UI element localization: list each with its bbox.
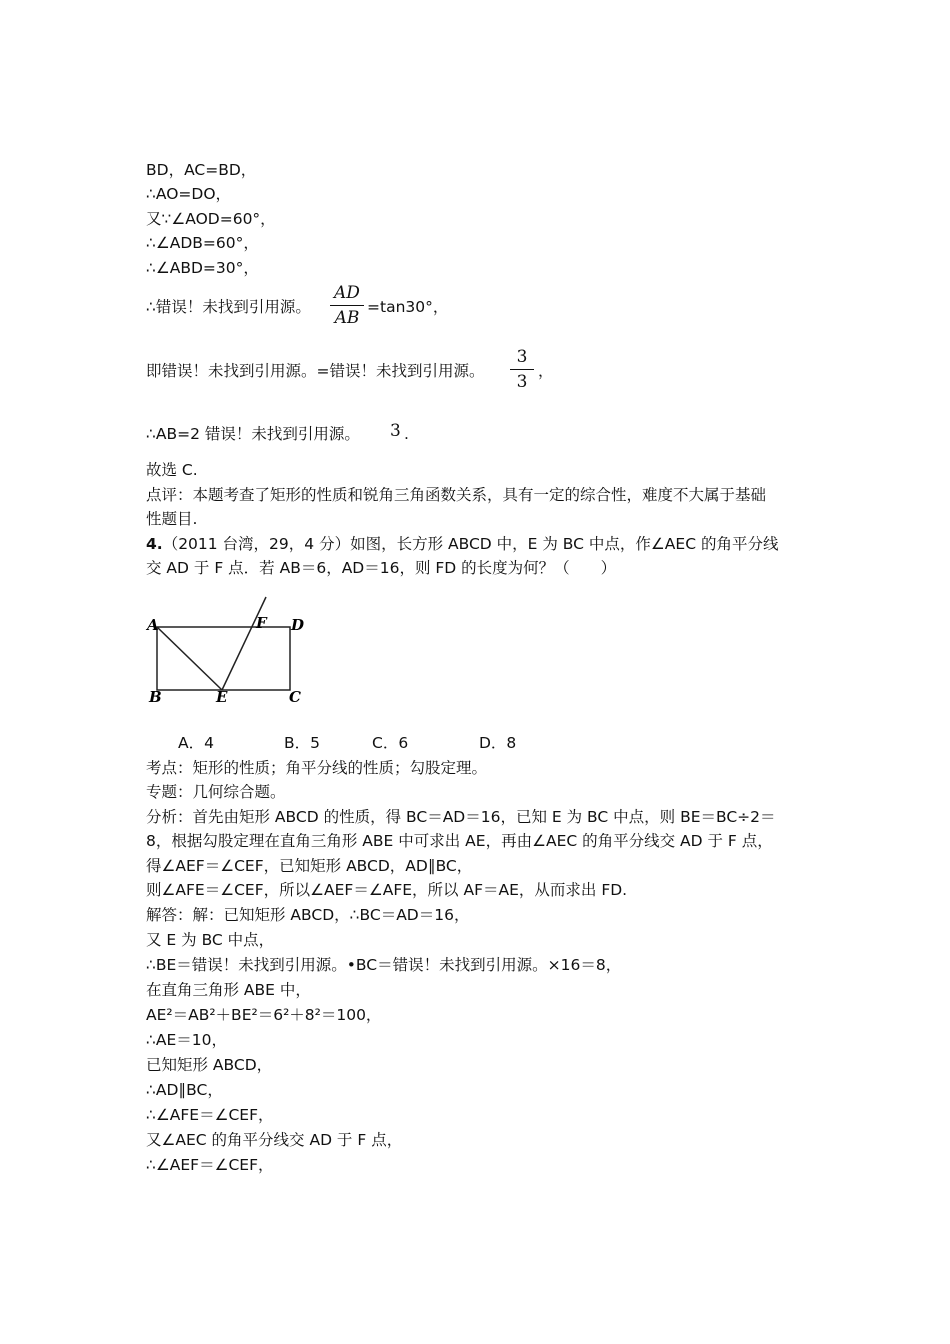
analysis-line: 得∠AEF＝∠CEF，已知矩形 ABCD，AD∥BC， (146, 857, 473, 875)
fraction-3-3 (510, 346, 534, 393)
label-b: B (149, 688, 162, 706)
text-line: ∴∠ABD=30°， (146, 259, 259, 277)
bisector-ef (222, 597, 266, 690)
label-f: F (256, 614, 267, 632)
text-line: ∴∠ADB=60°， (146, 234, 259, 252)
option-d: D．8 (479, 734, 517, 752)
text-line: 故选 C. (146, 461, 198, 479)
solution-line: 又 E 为 BC 中点， (146, 931, 275, 949)
fraction-ad-ab (330, 282, 364, 329)
text-line: ∴AB=2 错误！未找到引用源。 (146, 425, 360, 443)
option-c: C．6 (372, 734, 409, 752)
question-line: 交 AD 于 F 点．若 AB＝6，AD＝16，则 FD 的长度为何？（ ） (146, 559, 617, 577)
text-line: 即错误！未找到引用源。=错误！未找到引用源。 (146, 362, 485, 380)
question-line (146, 534, 778, 554)
option-b: B．5 (284, 734, 320, 752)
fraction-numerator: 3 (516, 347, 528, 367)
text-line: BD，AC=BD， (146, 161, 257, 179)
segment-ae (157, 627, 222, 690)
fraction-bar (330, 305, 364, 306)
solution-line: 又∠AEC 的角平分线交 AD 于 F 点， (146, 1131, 403, 1149)
zhuanti-line: 专题：几何综合题。 (146, 783, 286, 801)
analysis-line: 8，根据勾股定理在直角三角形 ABE 中可求出 AE，再由∠AEC 的角平分线交 AD 于 F 点， (146, 832, 773, 850)
solution-line: AE²＝AB²＋BE²＝6²＋8²＝100， (146, 1006, 382, 1024)
text-line: ， (538, 362, 554, 380)
error-ref-text: ∴错误！未找到引用源。 (146, 298, 311, 316)
text-line: =tan30°， (367, 298, 449, 316)
label-e: E (216, 688, 228, 706)
question-number: 4. (146, 535, 163, 553)
analysis-line: 则∠AFE＝∠CEF，所以∠AEF＝∠AFE，所以 AF＝AE，从而求出 FD. (146, 881, 628, 899)
solution-line: ∴∠AFE＝∠CEF， (146, 1106, 274, 1124)
solution-line: ∴BE＝错误！未找到引用源。•BC＝错误！未找到引用源。×16＝8， (146, 956, 622, 974)
comment-line: 性题目. (146, 510, 198, 528)
text-line: ∴AO=DO， (146, 185, 232, 203)
text-line (146, 297, 311, 317)
solution-line: 已知矩形 ABCD， (146, 1056, 273, 1074)
fraction-numerator: AD (334, 283, 360, 303)
rectangle-abcd (157, 627, 290, 690)
fraction-denominator: AB (334, 308, 360, 328)
analysis-line: 分析：首先由矩形 ABCD 的性质，得 BC＝AD＝16，已知 E 为 BC 中点，则 BE＝BC÷2＝ (146, 808, 776, 826)
rectangle-figure (144, 595, 314, 710)
solution-line: 在直角三角形 ABE 中， (146, 981, 311, 999)
label-d: D (291, 616, 305, 634)
option-a: A．4 (178, 734, 214, 752)
fraction-denominator: 3 (516, 372, 528, 392)
solution-line: ∴∠AEF＝∠CEF， (146, 1156, 274, 1174)
solution-line: ∴AE＝10， (146, 1031, 227, 1049)
solution-line: 解答：解：已知矩形 ABCD，∴BC＝AD＝16， (146, 906, 470, 924)
solution-line: ∴AD∥BC， (146, 1081, 223, 1099)
text-line: . (404, 425, 409, 443)
text-line: 又∵∠AOD=60°， (146, 210, 276, 228)
question-text: （2011 台湾，29，4 分）如图，长方形 ABCD 中，E 为 BC 中点，作∠AEC 的角平分线 (162, 535, 779, 553)
sqrt-radicand: 3 (390, 421, 401, 441)
comment-line: 点评：本题考查了矩形的性质和锐角三角函数关系，具有一定的综合性，难度不大属于基础 (146, 486, 767, 504)
label-a: A (147, 616, 159, 634)
fraction-bar (510, 369, 534, 370)
kaodian-line: 考点：矩形的性质；角平分线的性质；勾股定理。 (146, 759, 488, 777)
label-c: C (289, 688, 301, 706)
